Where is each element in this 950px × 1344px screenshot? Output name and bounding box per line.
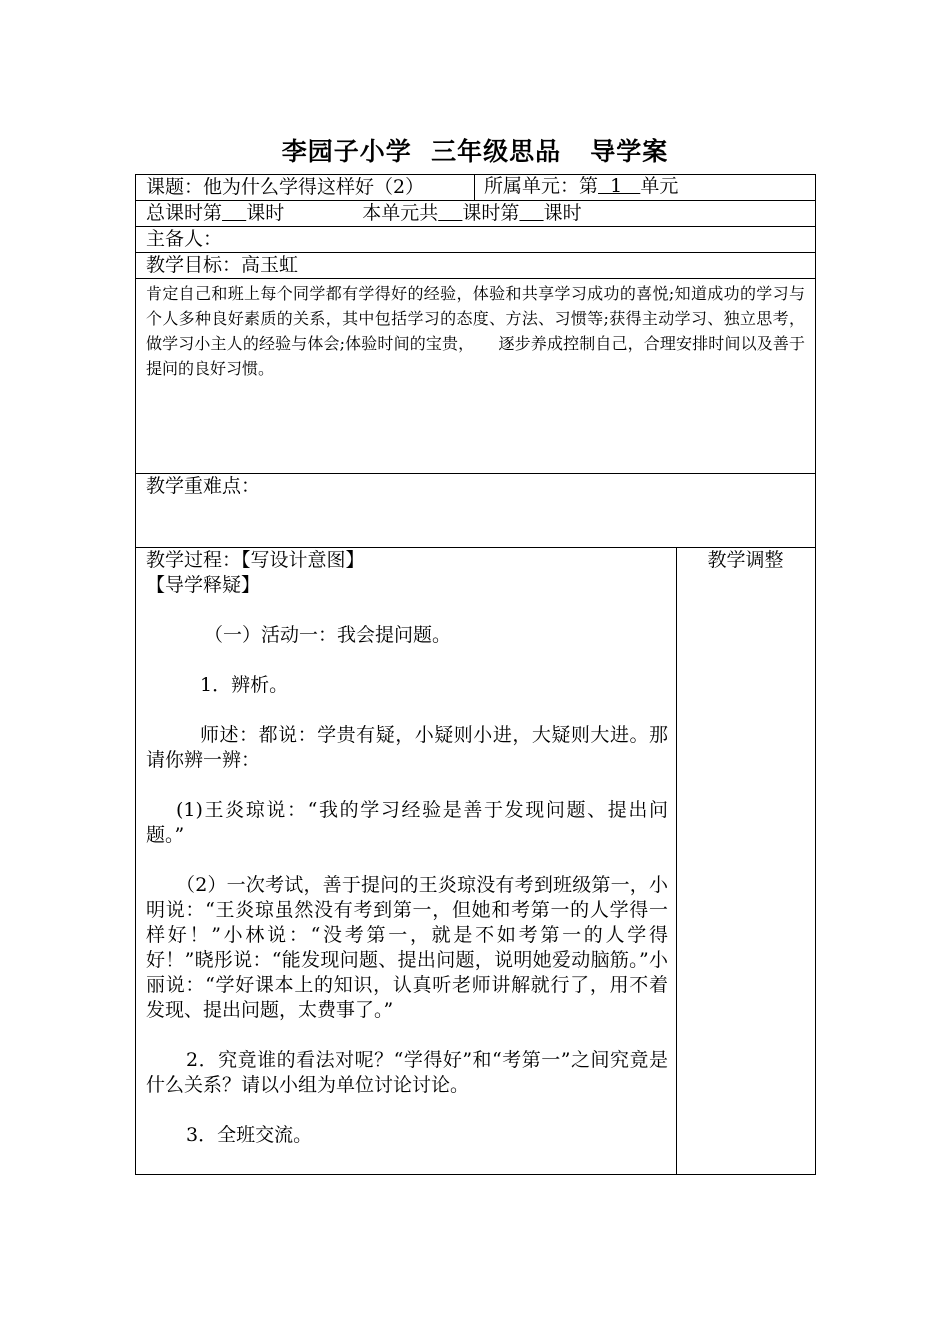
unit-prefix: 所属单元：第 — [484, 175, 599, 197]
topic-text: 课题：他为什么学得这样好（2） — [146, 176, 425, 198]
hours-row — [136, 200, 815, 226]
preparer-label: 主备人： — [146, 228, 223, 250]
process-header: 教学过程：【写设计意图】 — [146, 549, 365, 571]
lesson-plan-table — [135, 174, 816, 1175]
hours-label-1: 课时 — [246, 202, 285, 224]
unit-suffix: 单元 — [640, 175, 679, 197]
preparer-row — [136, 226, 815, 252]
activity-one-heading: （一）活动一：我会提问题。 — [204, 624, 452, 646]
step-3: 3．全班交流。 — [186, 1124, 313, 1146]
unit-total-blank — [438, 202, 462, 224]
teacher-statement: 师述：都说：学贵有疑，小疑则小进，大疑则大进。那请你辨一辨： — [146, 724, 668, 771]
objectives-cell — [136, 278, 815, 473]
difficulty-row — [136, 473, 815, 547]
document-title: 李园子小学 三年级思品 导学案 — [281, 137, 669, 166]
goal-row — [136, 252, 815, 278]
difficulty-label: 教学重难点： — [146, 475, 261, 497]
adjustment-header: 教学调整 — [707, 549, 784, 571]
hours-label-2: 课时 — [543, 202, 582, 224]
unit-number: 1 — [598, 175, 641, 197]
step-2: 2．究竟谁的看法对呢？“学得好”和“考第一”之间究竟是什么关系？请以小组为单位讨论讨论。 — [146, 1049, 668, 1096]
process-section — [136, 547, 815, 1175]
goal-label: 教学目标：高玉虹 — [146, 254, 299, 276]
lesson-no-label: 课时第 — [462, 202, 520, 224]
objectives-text: 肯定自己和班上每个同学都有学得好的经验，体验和共享学习成功的喜悦;知道成功的学习与个人多种良好素质的关系，其中包括学习的态度、方法、习惯等;获得主动学习、独立思考，做学习小主人的经验与体会;体验时间的宝贵， 逐步养成控制自己，合理安排时间以及善于提问的良好习惯。 — [146, 284, 805, 378]
topic-row — [136, 174, 815, 200]
unit-cell — [484, 174, 678, 199]
total-hours-label: 总课时第 — [146, 202, 223, 224]
process-subheader: 【导学释疑】 — [146, 574, 261, 596]
step-1: 1．辨析。 — [200, 674, 289, 696]
adjustment-divider — [676, 548, 677, 1175]
topic-unit-divider — [474, 174, 475, 200]
total-hours-blank — [222, 202, 246, 224]
unit-total-label: 本单元共 — [362, 202, 439, 224]
lesson-no-blank — [519, 202, 543, 224]
process-column — [136, 548, 676, 1148]
case-1: (1)王炎琼说：“我的学习经验是善于发现问题、提出问题。” — [146, 799, 668, 846]
case-2: （2）一次考试，善于提问的王炎琼没有考到班级第一，小明说：“王炎琼虽然没有考到第一，但她和考第一的人学得一样好！”小林说：“没考第一，就是不如考第一的人学得好！”晓彤说：“能发现问题、提出问题，说明她爱动脑筋。”小丽说：“学好课本上的知识，认真听老师讲解就行了，用不着发现、提出问题，太费事了。” — [146, 874, 668, 1021]
table-bottom-border — [135, 1174, 816, 1175]
